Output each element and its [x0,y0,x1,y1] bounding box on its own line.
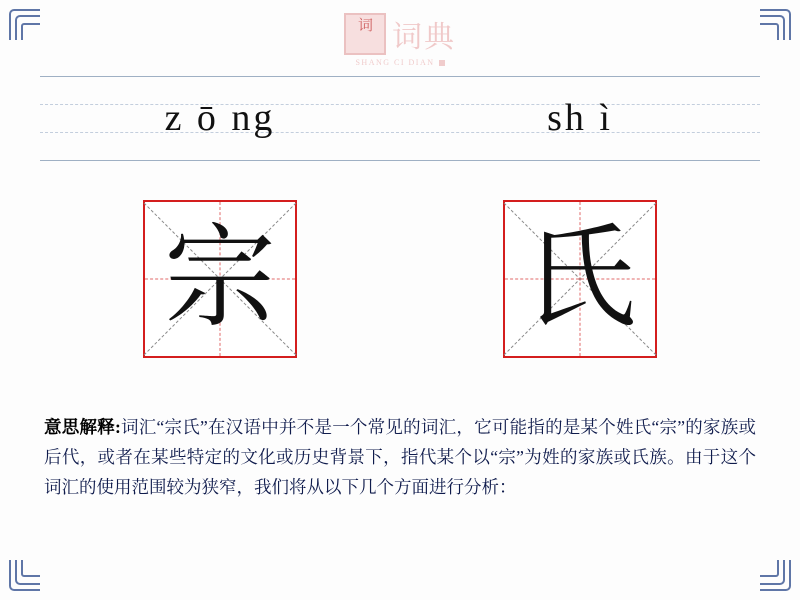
character-cell-2 [400,196,760,362]
corner-ornament-bottom-left [8,558,42,592]
character-glyph-2: 氏 [524,217,636,341]
explanation-text: 词汇“宗氏”在汉语中并不是一个常见的词汇，它可能指的是某个姓氏“宗”的家族或后代，或者在某些特定的文化或历史背景下，指代某个以“宗”为姓的家族或氏族。由于这个词汇的使用范围较为狭窄，我们将从以下几个方面进行分析： [44,417,756,497]
pinyin-cell-2: sh ì [547,97,613,139]
corner-ornament-bottom-right [758,558,792,592]
staff-line-bottom [40,160,760,161]
logo-row [344,12,456,56]
tianzige-grid-1 [143,200,297,358]
logo-subtitle-row [355,58,444,67]
explanation-block [44,412,756,502]
explanation-label: 意思解释: [44,417,121,437]
site-logo [344,12,456,67]
seal-icon: 词 [344,13,386,55]
square-dot-icon [439,60,445,66]
character-glyph-1: 宗 [164,217,276,341]
logo-subtitle: SHANG CI DIAN [355,58,435,67]
corner-ornament-top-left [8,8,42,42]
pinyin-cell-1: z ō ng [164,97,276,139]
character-cell-1 [40,196,400,362]
character-row [40,196,760,362]
logo-wordmark: 词典 [392,21,456,54]
tianzige-grid-2 [503,200,657,358]
corner-ornament-top-right [758,8,792,42]
pinyin-row [40,76,760,160]
